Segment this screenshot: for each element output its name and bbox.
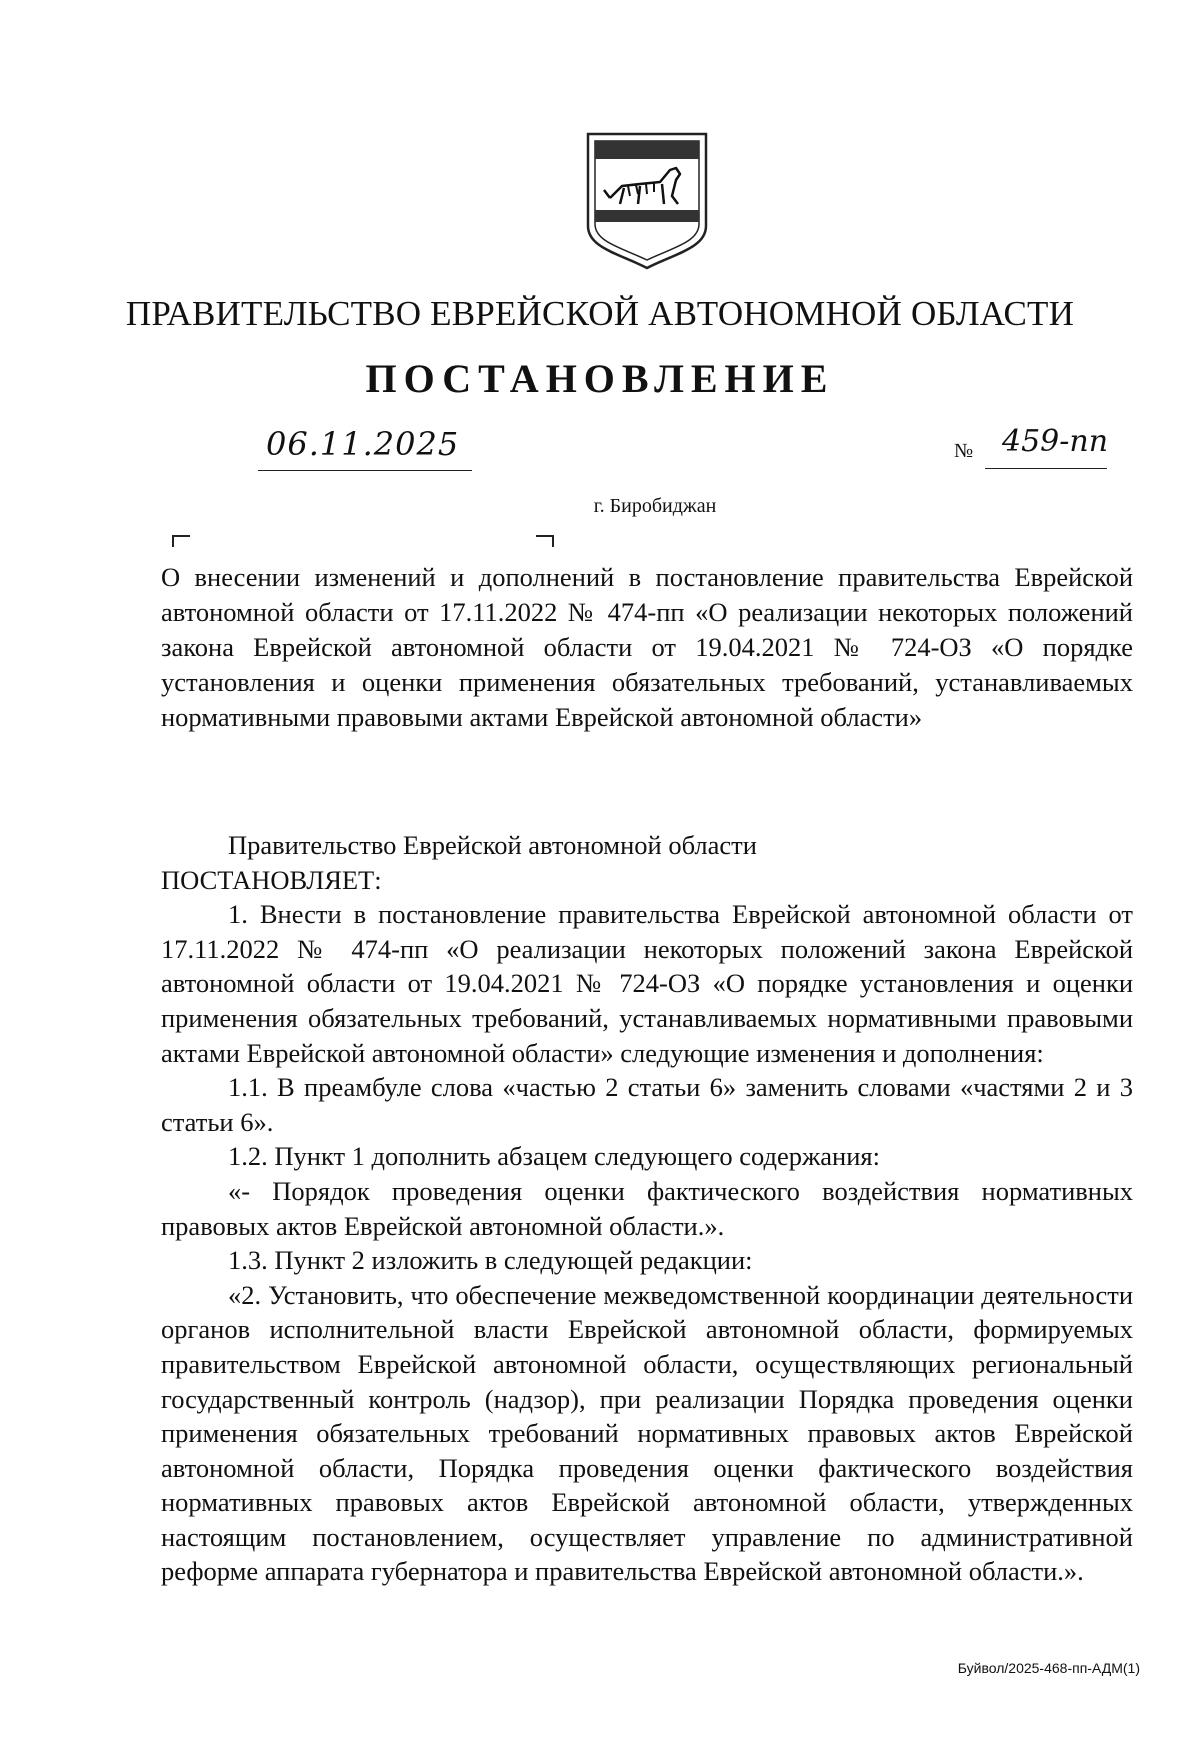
handwritten-number: 459-пп <box>1002 424 1109 459</box>
coat-of-arms-icon <box>584 130 710 270</box>
government-title: ПРАВИТЕЛЬСТВО ЕВРЕЙСКОЙ АВТОНОМНОЙ ОБЛАСТИ <box>125 294 1075 333</box>
number-label: № <box>954 440 974 462</box>
document-type: ПОСТАНОВЛЕНИЕ <box>365 356 835 401</box>
footer-code: Буйвол/2025-468-пп-АДМ(1) <box>957 1660 1140 1676</box>
paragraph-1-2-text: «- Порядок проведения оценки фактического воздействия нормативных правовых актов Еврейской автономной области.». <box>161 1175 1133 1241</box>
document-body <box>161 828 1133 1589</box>
number-underline <box>985 468 1107 469</box>
date-underline <box>258 470 472 471</box>
title-corner-left <box>172 535 190 547</box>
body-decree: ПОСТАНОВЛЯЕТ: <box>161 864 382 895</box>
paragraph-1-3: 1.3. Пункт 2 изложить в следующей редакции: <box>228 1245 753 1276</box>
city: г. Биробиджан <box>593 495 717 517</box>
paragraph-1: 1. Внести в постановление правительства Еврейской автономной области от 17.11.2022 № 474-пп «О реализации некоторых положений закона Еврейской автономной области от 19.04.2021 № 724-ОЗ «О порядке установления и оценки применения обязательных требований, устанавливаемых нормативными правовыми актами Еврейской автономной области» следующие изменения и дополнения: <box>161 899 1133 1068</box>
paragraph-1-2: 1.2. Пункт 1 дополнить абзацем следующего содержания: <box>228 1141 880 1172</box>
paragraph-1-1: 1.1. В преамбуле слова «частью 2 статьи 6» заменить словами «частями 2 и 3 статьи 6». <box>161 1072 1133 1137</box>
body-intro: Правительство Еврейской автономной области <box>228 830 757 860</box>
title-corner-right <box>536 535 554 547</box>
handwritten-date: 06.11.2025 <box>266 425 460 463</box>
document-subject: О внесении изменений и дополнений в постановление правительства Еврейской автономной области от 17.11.2022 № 474-пп «О реализации некоторых положений закона Еврейской автономной области от 19.04.2021 № 724-ОЗ «О порядке установления и оценки применения обязательных требований, устанавливаемых нормативными правовыми актами Еврейской автономной области» <box>161 562 1133 732</box>
paragraph-1-3-text: «2. Установить, что обеспечение межведомственной координации деятельности органов исполнительной власти Еврейской автономной области, формируемых правительством Еврейской автономной области, осуществляющих региональный государственный контроль (надзор), при реализации Порядка проведения оценки применения обязательных требований нормативных правовых актов Еврейской автономной области, Порядка проведения оценки фактического воздействия нормативных правовых актов Еврейской автономной области, утвержденных настоящим постановлением, осуществляет управление по административной реформе аппарата губернатора и правительства Еврейской автономной области.». <box>161 1279 1133 1587</box>
